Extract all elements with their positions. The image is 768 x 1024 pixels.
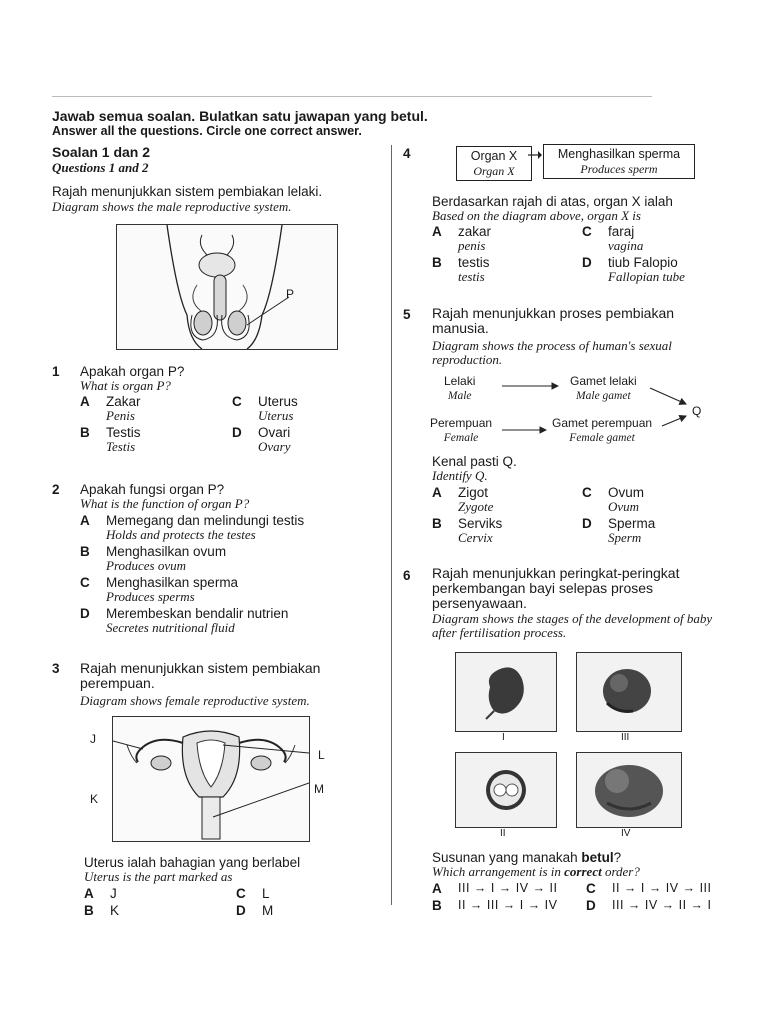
option-letter: A xyxy=(84,886,94,901)
option-letter: A xyxy=(80,513,90,528)
q2-option-b[interactable] xyxy=(80,544,226,573)
q6-option-b[interactable] xyxy=(432,898,558,913)
q5-stem-en: Diagram shows the process of human's sexual reproduction. xyxy=(432,338,672,367)
option-sequence: II → I → IV → III xyxy=(612,881,712,895)
q6-option-a[interactable] xyxy=(432,881,558,896)
q5-flow-diagram xyxy=(430,374,720,446)
q4-stem-en: Based on the diagram above, organ X is xyxy=(432,208,641,223)
image-label-i: I xyxy=(502,732,505,743)
option-letter: B xyxy=(80,425,90,440)
top-rule xyxy=(52,96,652,97)
flow-male-gamet-ms: Gamet lelaki xyxy=(570,374,637,388)
option-ms: Uterus xyxy=(258,394,298,409)
option-letter: C xyxy=(582,485,592,500)
flow-male-ms: Lelaki xyxy=(444,374,476,388)
option-ms: Memegang dan melindungi testis xyxy=(106,513,305,528)
label-l: L xyxy=(318,748,325,762)
q6-stem-en: Diagram shows the stages of the development of baby after fertilisation process. xyxy=(432,611,713,640)
q3-option-d[interactable] xyxy=(236,903,273,918)
q4-number: 4 xyxy=(403,146,411,161)
q5-option-c[interactable] xyxy=(582,485,644,514)
produces-sperm-ms: Menghasilkan sperma xyxy=(557,147,681,161)
q5-number: 5 xyxy=(403,307,411,322)
option-letter: C xyxy=(236,886,246,901)
flow-q: Q xyxy=(692,404,702,418)
q3-number: 3 xyxy=(52,661,60,676)
flow-female-gamet-en: Female gamet xyxy=(569,432,635,444)
option-letter: C xyxy=(582,224,592,239)
q12-stem-ms: Rajah menunjukkan sistem pembiakan lelaki. xyxy=(52,184,323,199)
option-ms: zakar xyxy=(458,224,492,239)
option-en: Uterus xyxy=(258,408,294,423)
produces-sperm-en: Produces sperm xyxy=(580,162,658,176)
option-letter: B xyxy=(84,903,94,918)
female-reproductive-figure xyxy=(112,716,310,842)
option-letter: D xyxy=(582,255,592,270)
q12-title-en: Questions 1 and 2 xyxy=(52,160,149,175)
option-letter: C xyxy=(232,394,242,409)
q3-option-a[interactable] xyxy=(84,886,117,901)
q6-question-ms xyxy=(432,850,621,865)
organ-x-box xyxy=(456,146,532,181)
embryo-image-iv xyxy=(576,752,682,828)
option-en: testis xyxy=(458,269,485,284)
option-ms: Testis xyxy=(106,425,141,440)
option-ms: tiub Falopio xyxy=(608,255,678,270)
option-ms: Menghasilkan ovum xyxy=(106,544,227,559)
q4-option-b[interactable] xyxy=(432,255,490,284)
q6-question-ms-pre: Susunan yang manakah xyxy=(432,850,582,865)
option-en: Secretes nutritional fluid xyxy=(106,620,235,635)
option-en: Zygote xyxy=(458,499,494,514)
option-text: K xyxy=(110,903,120,918)
q2-question-en: What is the function of organ P? xyxy=(80,496,250,511)
q1-question-en: What is organ P? xyxy=(80,378,171,393)
q2-number: 2 xyxy=(52,482,60,497)
option-letter: D xyxy=(586,898,596,913)
option-letter: A xyxy=(432,224,442,239)
image-label-iv: IV xyxy=(621,828,631,839)
option-en: Produces sperms xyxy=(106,589,195,604)
label-p: P xyxy=(286,287,295,301)
option-letter: D xyxy=(232,425,242,440)
q3-stem-en: Diagram shows female reproductive system. xyxy=(80,693,310,708)
option-letter: B xyxy=(432,898,442,913)
q5-option-b[interactable] xyxy=(432,516,502,545)
q3-option-c[interactable] xyxy=(236,886,270,901)
q2-question-ms: Apakah fungsi organ P? xyxy=(80,482,225,497)
label-k: K xyxy=(90,792,99,806)
option-sequence: III → IV → II → I xyxy=(612,898,712,912)
option-ms: Zigot xyxy=(458,485,489,500)
q3-option-b[interactable] xyxy=(84,903,119,918)
option-en: Sperm xyxy=(608,530,642,545)
option-en: Penis xyxy=(106,408,135,423)
q6-number: 6 xyxy=(403,568,411,583)
column-divider xyxy=(391,145,392,905)
option-letter: B xyxy=(432,255,442,270)
q1-option-a[interactable] xyxy=(80,394,141,423)
instruction-en: Answer all the questions. Circle one correct answer. xyxy=(52,124,362,138)
q3-question-en: Uterus is the part marked as xyxy=(84,869,233,884)
option-ms: Ovari xyxy=(258,425,291,440)
flow-male-gamet-en: Male gamet xyxy=(576,390,631,402)
q1-option-d[interactable] xyxy=(232,425,291,454)
flow-arrows xyxy=(430,374,720,446)
flow-female-gamet-ms: Gamet perempuan xyxy=(552,416,653,430)
q2-option-c[interactable] xyxy=(80,575,238,604)
image-label-ii: II xyxy=(500,828,506,839)
option-en: penis xyxy=(458,238,486,253)
option-letter: D xyxy=(80,606,90,621)
female-reproductive-drawing xyxy=(113,717,309,841)
option-ms: Menghasilkan sperma xyxy=(106,575,239,590)
male-reproductive-drawing xyxy=(117,225,337,349)
q1-option-c[interactable] xyxy=(232,394,298,423)
flow-male-en: Male xyxy=(447,390,472,402)
instruction-ms: Jawab semua soalan. Bulatkan satu jawapan yang betul. xyxy=(52,108,428,124)
q6-question-en xyxy=(432,865,640,879)
option-en: Produces ovum xyxy=(106,558,187,573)
embryo-image-iii xyxy=(576,652,682,732)
option-en: Testis xyxy=(106,439,136,454)
option-text: M xyxy=(262,903,274,918)
option-ms: Zakar xyxy=(106,394,141,409)
flow-female-ms: Perempuan xyxy=(430,416,493,430)
embryo-image-ii xyxy=(455,752,557,828)
option-ms: Ovum xyxy=(608,485,645,500)
option-letter: A xyxy=(432,881,442,896)
option-en: Fallopian tube xyxy=(608,269,685,284)
option-letter: B xyxy=(80,544,90,559)
q1-option-b[interactable] xyxy=(80,425,141,454)
q5-question-ms: Kenal pasti Q. xyxy=(432,454,517,469)
q1-question-ms: Apakah organ P? xyxy=(80,364,185,379)
q6-question-en-bold: correct xyxy=(564,864,602,879)
option-en: vagina xyxy=(608,238,644,253)
option-text: J xyxy=(110,886,117,901)
q6-option-d[interactable] xyxy=(586,898,712,913)
option-ms: Serviks xyxy=(458,516,503,531)
option-sequence: III → I → IV → II xyxy=(458,881,558,895)
q12-stem-en: Diagram shows the male reproductive system. xyxy=(52,199,292,214)
option-ms: testis xyxy=(458,255,490,270)
q6-question-en-post: order? xyxy=(601,864,640,879)
option-letter: C xyxy=(80,575,90,590)
option-text: L xyxy=(262,886,270,901)
image-label-iii: III xyxy=(621,732,630,743)
q6-stem-ms: Rajah menunjukkan peringkat-peringkat perkembangan bayi selepas proses persenyawaan. xyxy=(432,565,680,611)
q6-question-en-pre: Which arrangement is in xyxy=(432,864,565,879)
option-letter: B xyxy=(432,516,442,531)
option-en: Ovum xyxy=(608,499,640,514)
option-letter: A xyxy=(432,485,442,500)
option-ms: Merembeskan bendalir nutrien xyxy=(106,606,289,621)
option-ms: Sperma xyxy=(608,516,656,531)
arrow-icon xyxy=(528,150,542,160)
label-m: M xyxy=(314,782,324,796)
option-letter: C xyxy=(586,881,596,896)
flow-female-en: Female xyxy=(443,432,479,444)
option-letter: D xyxy=(236,903,246,918)
option-en: Holds and protects the testes xyxy=(106,527,256,542)
produces-sperm-box xyxy=(543,144,695,179)
q6-option-c[interactable] xyxy=(586,881,712,896)
option-letter: A xyxy=(80,394,90,409)
option-sequence: II → III → I → IV xyxy=(458,898,558,912)
male-reproductive-figure xyxy=(116,224,338,350)
q12-title-ms: Soalan 1 dan 2 xyxy=(52,144,151,160)
option-en: Ovary xyxy=(258,439,291,454)
q2-option-d[interactable] xyxy=(80,606,288,635)
q5-option-a[interactable] xyxy=(432,485,493,514)
q4-option-a[interactable] xyxy=(432,224,491,253)
q5-stem-ms: Rajah menunjukkan proses pembiakan manusia. xyxy=(432,305,675,336)
q6-question-ms-bold: betul xyxy=(581,850,614,865)
option-en: Cervix xyxy=(458,530,493,545)
q1-number: 1 xyxy=(52,364,60,379)
q2-option-a[interactable] xyxy=(80,513,304,542)
q5-question-en: Identify Q. xyxy=(432,468,488,483)
embryo-image-i xyxy=(455,652,557,732)
label-j: J xyxy=(90,732,96,746)
q4-option-d[interactable] xyxy=(582,255,685,284)
q6-question-ms-post: ? xyxy=(613,850,622,865)
option-letter: D xyxy=(582,516,592,531)
organ-x-en: Organ X xyxy=(473,164,515,178)
q4-stem-ms: Berdasarkan rajah di atas, organ X ialah xyxy=(432,194,673,209)
q5-option-d[interactable] xyxy=(582,516,655,545)
q3-question-ms: Uterus ialah bahagian yang berlabel xyxy=(84,855,301,870)
organ-x-ms: Organ X xyxy=(470,149,518,163)
q3-stem-ms: Rajah menunjukkan sistem pembiakan perempuan. xyxy=(80,660,321,691)
option-ms: faraj xyxy=(608,224,635,239)
q4-option-c[interactable] xyxy=(582,224,643,253)
